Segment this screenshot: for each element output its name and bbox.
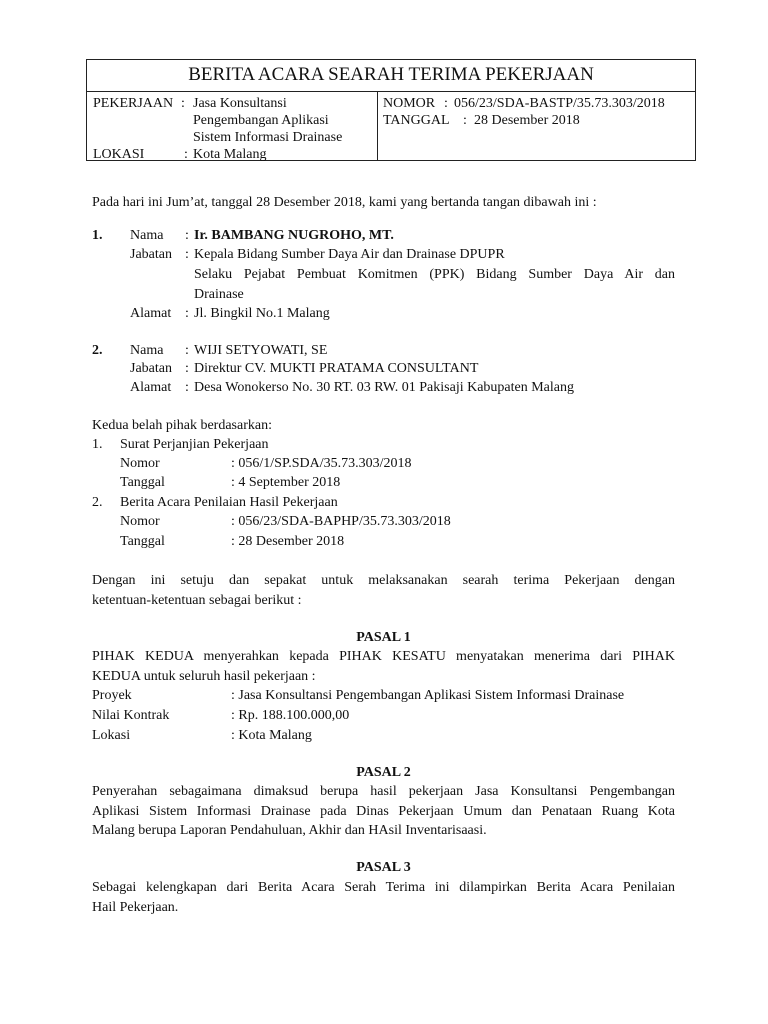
party1-nama-label: Nama [130, 228, 164, 243]
basis-item-1-title: Surat Perjanjian Pekerjaan [120, 437, 269, 452]
pasal-1-nilai-label: Nilai Kontrak [92, 708, 170, 723]
pasal-1-proyek-label: Proyek [92, 688, 132, 703]
party1-jabatan-line-3: Drainase [194, 287, 244, 302]
pasal-2-title: PASAL 2 [356, 765, 411, 780]
nomor-label: NOMOR [383, 96, 436, 111]
party2-alamat: Desa Wonokerso No. 30 RT. 03 RW. 01 Pakisaji Kabupaten Malang [194, 380, 575, 395]
basis-item-1-nomor: : 056/1/SP.SDA/35.73.303/2018 [231, 456, 412, 471]
agreement-paragraph: Dengan ini setuju dan sepakat untuk melaksanakan searah terima Pekerjaan dengan ketentuan-ketentuan sebagai berikut : [92, 573, 675, 608]
pekerjaan-line-1: Jasa Konsultansi [193, 96, 287, 111]
lokasi-value: Kota Malang [193, 147, 267, 162]
party2-jabatan-label: Jabatan [130, 361, 172, 376]
party2-jabatan: Direktur CV. MUKTI PRATAMA CONSULTANT [194, 361, 479, 376]
colon: : [185, 343, 189, 358]
party1-number: 1. [92, 228, 103, 243]
pasal-1-nilai: : Rp. 188.100.000,00 [231, 708, 350, 723]
basis-item-1-nomor-label: Nomor [120, 456, 160, 471]
colon: : [185, 228, 189, 243]
pekerjaan-colon: : [181, 96, 185, 111]
party2-number: 2. [92, 343, 103, 358]
basis-item-1-tanggal-label: Tanggal [120, 475, 165, 490]
pasal-1-lokasi-label: Lokasi [92, 728, 131, 743]
colon: : [185, 380, 189, 395]
pasal-3-paragraph: Sebagai kelengkapan dari Berita Acara Serah Terima ini dilampirkan Berita Acara Penilaian Hail Pekerjaan. [92, 880, 675, 915]
tanggal-label: TANGGAL [383, 113, 450, 128]
party1-jabatan-line-1: Kepala Bidang Sumber Daya Air dan Drainase DPUPR [194, 247, 505, 262]
pasal-3-title: PASAL 3 [356, 860, 411, 875]
basis-heading: Kedua belah pihak berdasarkan: [92, 418, 272, 433]
colon: : [185, 361, 189, 376]
party1-alamat-label: Alamat [130, 306, 172, 321]
party2-alamat-label: Alamat [130, 380, 172, 395]
pekerjaan-line-3: Sistem Informasi Drainase [193, 130, 343, 145]
pekerjaan-label: PEKERJAAN [93, 96, 174, 111]
basis-item-2-tanggal-label: Tanggal [120, 534, 165, 549]
header-box [86, 59, 696, 161]
basis-item-1-tanggal: : 4 September 2018 [231, 475, 341, 490]
document-title: BERITA ACARA SEARAH TERIMA PEKERJAAN [87, 60, 695, 92]
intro-text: Pada hari ini Jum’at, tanggal 28 Desember 2018, kami yang bertanda tangan dibawah ini : [92, 195, 597, 210]
pekerjaan-line-2: Pengembangan Aplikasi [193, 113, 329, 128]
colon: : [185, 247, 189, 262]
party1-nama: Ir. BAMBANG NUGROHO, MT. [194, 228, 394, 243]
basis-item-2-nomor-label: Nomor [120, 514, 160, 529]
pasal-2-paragraph: Penyerahan sebagaimana dimaksud berupa hasil pekerjaan Jasa Konsultansi Pengembangan Aplikasi Sistem Informasi Drainase pada Dinas Pekerjaan Umum dan Penataan Ruang Kota Malang berupa Laporan Pendahuluan, Akhir dan HAsil Inventarisaasi. [92, 784, 675, 838]
nomor-colon: : [444, 96, 448, 111]
header-divider [377, 92, 378, 160]
basis-item-2-tanggal: : 28 Desember 2018 [231, 534, 345, 549]
basis-item-2-nomor: : 056/23/SDA-BAPHP/35.73.303/2018 [231, 514, 451, 529]
party2-nama-label: Nama [130, 343, 164, 358]
colon: : [185, 306, 189, 321]
basis-item-1-number: 1. [92, 437, 103, 452]
party1-alamat: Jl. Bingkil No.1 Malang [194, 306, 330, 321]
lokasi-label: LOKASI [93, 147, 145, 162]
pasal-1-proyek: : Jasa Konsultansi Pengembangan Aplikasi Sistem Informasi Drainase [231, 688, 625, 703]
pasal-1-lokasi: : Kota Malang [231, 728, 312, 743]
basis-item-2-number: 2. [92, 495, 103, 510]
party2-nama: WIJI SETYOWATI, SE [194, 343, 328, 358]
nomor-value: 056/23/SDA-BASTP/35.73.303/2018 [454, 96, 665, 111]
tanggal-value: 28 Desember 2018 [474, 113, 580, 128]
lokasi-colon: : [184, 147, 188, 162]
pasal-1-title: PASAL 1 [356, 630, 411, 645]
pasal-1-paragraph: PIHAK KEDUA menyerahkan kepada PIHAK KESATU menyatakan menerima dari PIHAK KEDUA untuk seluruh hasil pekerjaan : [92, 649, 675, 684]
party1-jabatan-label: Jabatan [130, 247, 172, 262]
basis-item-2-title: Berita Acara Penilaian Hasil Pekerjaan [120, 495, 338, 510]
party1-jabatan-line-2: Selaku Pejabat Pembuat Komitmen (PPK) Bidang Sumber Daya Air dan [194, 267, 675, 282]
tanggal-colon: : [463, 113, 467, 128]
